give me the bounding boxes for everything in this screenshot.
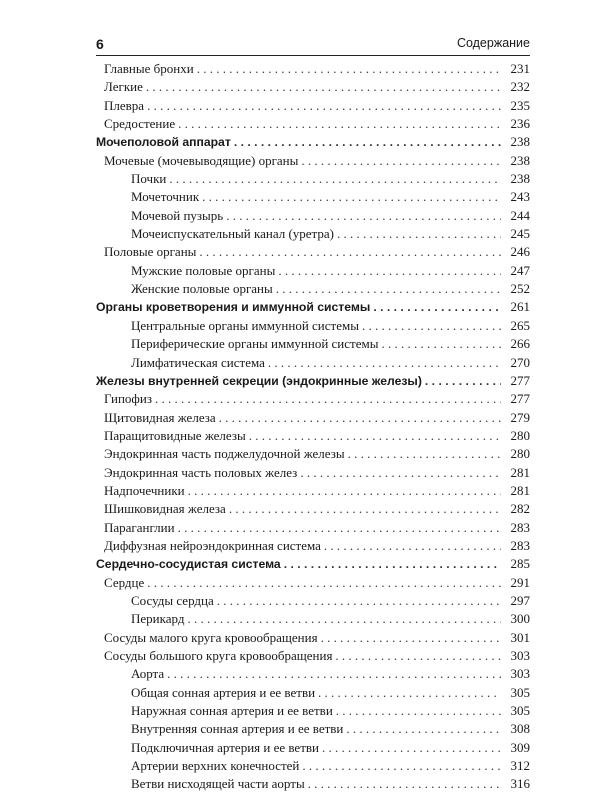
toc-entry[interactable] (96, 592, 530, 610)
dot-leader (324, 537, 501, 555)
toc-entry-title: Центральные органы иммунной системы (131, 317, 359, 333)
toc-chapter-entry[interactable] (96, 372, 530, 390)
dot-leader (346, 720, 501, 738)
toc-entry-title: Железы внутренней секреции (эндокринные железы) (96, 373, 422, 388)
toc-entry-page: 277 (510, 391, 530, 407)
toc-entry-page: 247 (510, 262, 530, 278)
toc-entry-title: Внутренняя сонная артерия и ее ветви (131, 721, 344, 737)
toc-entry-title: Мочеполовой аппарат (96, 135, 231, 150)
toc-entry-title: Женские половые органы (131, 281, 273, 297)
dot-leader (268, 354, 501, 372)
toc-entry[interactable] (96, 409, 530, 427)
toc-entry[interactable] (96, 78, 530, 96)
dot-leader (362, 317, 501, 335)
toc-entry-page: 246 (510, 244, 530, 260)
toc-entry[interactable] (96, 225, 530, 243)
toc-entry-page: 277 (510, 372, 530, 388)
toc-entry[interactable] (96, 757, 530, 775)
toc-entry-page: 312 (510, 758, 530, 774)
toc-entry-page: 238 (510, 171, 530, 187)
toc-entry-page: 280 (510, 427, 530, 443)
toc-entry-page: 305 (510, 684, 530, 700)
toc-entry-title: Лимфатическая система (131, 354, 265, 370)
dot-leader (425, 372, 501, 390)
dot-leader (147, 574, 501, 592)
toc-entry-page: 291 (510, 574, 530, 590)
toc-entry[interactable] (96, 610, 530, 628)
toc-entry[interactable] (96, 519, 530, 537)
toc-entry-title: Надпочечники (104, 482, 185, 498)
toc-entry[interactable] (96, 720, 530, 738)
toc-entry[interactable] (96, 207, 530, 225)
running-section-title: Содержание (456, 36, 530, 50)
toc-entry-title: Мочеточник (131, 189, 200, 205)
dot-leader (217, 592, 501, 610)
toc-entry-page: 309 (510, 739, 530, 755)
toc-entry[interactable] (96, 354, 530, 372)
toc-entry[interactable] (96, 702, 530, 720)
toc-chapter-entry[interactable] (96, 298, 530, 316)
toc-entry-page: 261 (510, 299, 530, 315)
dot-leader (169, 170, 501, 188)
dot-leader (348, 445, 501, 463)
toc-entry-title: Легкие (104, 79, 143, 95)
toc-entry-title: Эндокринная часть поджелудочной железы (104, 446, 345, 462)
dot-leader (337, 225, 501, 243)
toc-entry-page: 245 (510, 226, 530, 242)
toc-entry-page: 301 (510, 629, 530, 645)
toc-entry-title: Аорта (131, 666, 165, 682)
toc-entry-title: Ветви нисходящей части аорты (131, 776, 305, 792)
dot-leader (187, 610, 501, 628)
toc-entry[interactable] (96, 427, 530, 445)
dot-leader (318, 684, 501, 702)
toc-entry-page: 283 (510, 519, 530, 535)
toc-entry-page: 283 (510, 537, 530, 553)
toc-entry[interactable] (96, 647, 530, 665)
toc-entry[interactable] (96, 97, 530, 115)
toc-entry-title: Плевра (104, 97, 145, 113)
toc-entry-title: Сердце (104, 574, 145, 590)
toc-entry-page: 300 (510, 611, 530, 627)
toc-entry-page: 308 (510, 721, 530, 737)
toc-entry-title: Перикард (131, 611, 185, 627)
toc-entry-title: Сердечно-сосудистая система (96, 557, 281, 572)
toc-entry-page: 303 (510, 666, 530, 682)
dot-leader (234, 133, 501, 151)
dot-leader (322, 739, 501, 757)
toc-entry-page: 265 (510, 317, 530, 333)
dot-leader (226, 207, 501, 225)
toc-entry[interactable] (96, 775, 530, 793)
toc-entry-page: 281 (510, 482, 530, 498)
toc-chapter-entry[interactable] (96, 133, 530, 151)
toc-entry-title: Главные бронхи (104, 61, 194, 76)
toc-entry[interactable] (96, 445, 530, 463)
toc-entry-title: Шишковидная железа (104, 501, 226, 517)
toc-entry[interactable] (96, 739, 530, 757)
toc-entry-title: Наружная сонная артерия и ее ветви (131, 703, 333, 719)
toc-entry[interactable] (96, 335, 530, 353)
toc-entry[interactable] (96, 60, 530, 78)
toc-entry-title: Диффузная нейроэндокринная система (104, 537, 321, 553)
toc-entry-page: 266 (510, 336, 530, 352)
header-rule (96, 55, 530, 56)
toc-entry-title: Средостение (104, 116, 176, 132)
dot-leader (301, 152, 501, 170)
page-number: 6 (96, 36, 104, 52)
toc-entry[interactable] (96, 537, 530, 555)
toc-entry-title: Эндокринная часть половых желез (104, 464, 298, 480)
toc-entry-title: Мочеиспускательный канал (уретра) (131, 226, 334, 242)
toc-entry-page: 232 (510, 79, 530, 95)
toc-entry-title: Параганглии (104, 519, 175, 535)
dot-leader (155, 390, 501, 408)
toc-entry-page: 282 (510, 501, 530, 517)
toc-entry-title: Мужские половые органы (131, 262, 276, 278)
toc-entry[interactable] (96, 115, 530, 133)
toc-entry[interactable] (96, 574, 530, 592)
toc-entry-page: 280 (510, 446, 530, 462)
toc-entry[interactable] (96, 464, 530, 482)
toc-entry[interactable] (96, 500, 530, 518)
dot-leader (199, 243, 501, 261)
dot-leader (336, 702, 501, 720)
toc-entry-title: Подключичная артерия и ее ветви (131, 739, 319, 755)
toc-entry-title: Общая сонная артерия и ее ветви (131, 684, 316, 700)
toc-entry-title: Щитовидная железа (104, 409, 216, 425)
dot-leader (321, 629, 501, 647)
dot-leader (308, 775, 501, 793)
toc-entry-title: Мочевые (мочевыводящие) органы (104, 152, 299, 168)
dot-leader (300, 464, 501, 482)
dot-leader (276, 280, 501, 298)
toc-entry[interactable] (96, 280, 530, 298)
dot-leader (284, 555, 501, 573)
dot-leader (178, 115, 501, 133)
toc-entry-page: 238 (510, 152, 530, 168)
toc-entry-page: 305 (510, 703, 530, 719)
toc-entry[interactable] (96, 262, 530, 280)
toc-entry[interactable] (96, 482, 530, 500)
toc-chapter-entry[interactable] (96, 555, 530, 573)
dot-leader (335, 647, 501, 665)
toc-entry[interactable] (96, 243, 530, 261)
dot-leader (229, 500, 501, 518)
dot-leader (302, 757, 501, 775)
dot-leader (373, 298, 501, 316)
toc-entry-page: 279 (510, 409, 530, 425)
toc-entry[interactable] (96, 170, 530, 188)
table-of-contents (96, 60, 530, 794)
toc-entry-page: 303 (510, 648, 530, 663)
toc-entry[interactable] (96, 684, 530, 702)
toc-entry[interactable] (96, 665, 530, 683)
toc-entry-page: 235 (510, 97, 530, 113)
dot-leader (249, 427, 501, 445)
dot-leader (178, 519, 501, 537)
dot-leader (381, 335, 501, 353)
toc-entry-page: 316 (510, 776, 530, 792)
toc-entry-title: Гипофиз (104, 391, 152, 407)
toc-entry[interactable] (96, 188, 530, 206)
toc-entry-title: Сосуды сердца (131, 592, 214, 608)
dot-leader (146, 78, 501, 96)
dot-leader (202, 188, 501, 206)
dot-leader (167, 665, 501, 683)
toc-entry-title: Паращитовидные железы (104, 427, 246, 443)
toc-entry-page: 243 (510, 189, 530, 205)
toc-entry[interactable] (96, 629, 530, 647)
toc-entry-page: 297 (510, 592, 530, 608)
dot-leader (197, 60, 501, 78)
dot-leader (188, 482, 501, 500)
toc-entry-title: Сосуды малого круга кровообращения (104, 629, 318, 645)
toc-entry-page: 244 (510, 207, 530, 223)
toc-entry[interactable] (96, 390, 530, 408)
toc-entry[interactable] (96, 317, 530, 335)
toc-entry-title: Мочевой пузырь (131, 207, 224, 223)
dot-leader (147, 97, 501, 115)
toc-entry-page: 238 (510, 134, 530, 150)
toc-entry-page: 270 (510, 354, 530, 370)
toc-entry-title: Половые органы (104, 244, 197, 260)
toc-entry-title: Почки (131, 171, 167, 187)
toc-entry-page: 252 (510, 281, 530, 297)
toc-entry-title: Периферические органы иммунной системы (131, 336, 379, 352)
toc-entry-title: Артерии верхних конечностей (131, 758, 300, 774)
page-header (96, 34, 530, 54)
toc-entry[interactable] (96, 152, 530, 170)
dot-leader (219, 409, 501, 427)
toc-entry-title: Сосуды большого круга кровообращения (104, 648, 333, 663)
toc-entry-page: 281 (510, 464, 530, 480)
toc-entry-page: 231 (510, 61, 530, 76)
toc-entry-page: 236 (510, 116, 530, 132)
toc-entry-title: Органы кроветворения и иммунной системы (96, 300, 371, 315)
dot-leader (278, 262, 501, 280)
toc-entry-page: 285 (510, 556, 530, 572)
